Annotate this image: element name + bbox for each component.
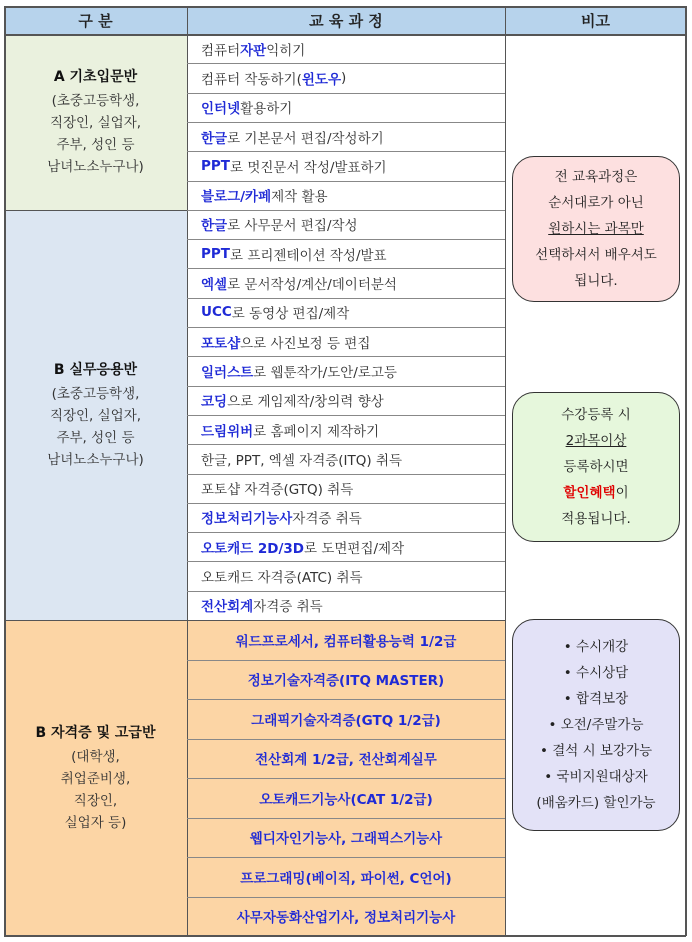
section-title: B 실무응용반 xyxy=(53,362,138,378)
course-keyword: PPT xyxy=(201,245,230,262)
course-keyword: 전산회계 xyxy=(201,599,254,616)
section-sub: 직장인, 실업자, xyxy=(49,408,142,424)
course-text: 로 홈페이지 제작하기 xyxy=(253,423,380,440)
note-discount xyxy=(512,392,680,542)
note-line xyxy=(513,480,679,506)
course-keyword: 코딩 xyxy=(201,394,228,411)
course-text: ) xyxy=(340,69,347,86)
course-row xyxy=(187,327,505,356)
course-text: 자격증 취득 xyxy=(253,599,323,616)
course-text: 로 동영상 편집/제작 xyxy=(231,306,350,323)
note-line xyxy=(513,428,679,454)
section-sub: 남녀노소누구나) xyxy=(47,452,144,468)
course-text: 활용하기 xyxy=(240,101,293,118)
section-sub: 주부, 성인 등 xyxy=(56,137,135,153)
course-row xyxy=(187,122,505,151)
section-sub: (초중고등학생, xyxy=(51,93,140,109)
section-sub: (초중고등학생, xyxy=(51,386,140,402)
section-sub: 주부, 성인 등 xyxy=(56,430,135,446)
course-keyword: 블로그/카페 xyxy=(201,189,272,206)
benefit-item: • 합격보장 xyxy=(563,691,629,707)
course-row xyxy=(187,532,505,561)
course-text: 로 프리젠테이션 작성/발표 xyxy=(230,247,387,264)
note-line: 등록하시면 xyxy=(563,459,629,475)
course-text: 로 기본문서 편집/작성하기 xyxy=(227,130,384,147)
benefit-item: • 결석 시 보강가능 xyxy=(539,743,653,759)
course-text: 자격증 취득 xyxy=(292,511,362,528)
section-a-basic xyxy=(4,34,187,210)
note-line: 선택하셔서 배우셔도 xyxy=(535,247,657,263)
section-sub: 실업자 등) xyxy=(64,815,127,831)
advanced-course-row: 전산회계 1/2급, 전산회계실무 xyxy=(187,739,505,779)
course-text: 포토샵 자격증(GTQ) 취득 xyxy=(201,482,354,499)
course-table xyxy=(4,6,686,936)
note-line xyxy=(513,216,679,242)
section-sub: (대학생, xyxy=(71,749,120,765)
course-row xyxy=(187,591,505,620)
course-text: 로 웹툰작가/도안/로고등 xyxy=(253,364,397,381)
course-text: 으로 게임제작/창의력 향상 xyxy=(227,394,384,411)
benefit-item: (배움카드) 할인가능 xyxy=(536,795,656,811)
header-remarks: 비고 xyxy=(505,6,686,34)
note-flexible-order xyxy=(512,156,680,302)
discount-highlight: 할인혜택 xyxy=(563,485,616,501)
advanced-course-row: 사무자동화산업기사, 정보처리기능사 xyxy=(187,897,505,937)
note-line: 전 교육과정은 xyxy=(554,169,638,185)
course-row xyxy=(187,298,505,327)
advanced-course-row: 웹디자인기능사, 그래픽스기능사 xyxy=(187,818,505,858)
note-line: 적용됩니다. xyxy=(561,511,631,527)
course-keyword: 윈도우 xyxy=(301,71,341,88)
course-row xyxy=(187,415,505,444)
course-row xyxy=(187,239,505,268)
course-text: 한글, PPT, 엑셀 자격증(ITQ) 취득 xyxy=(201,452,403,469)
course-text: 컴퓨터 작동하기( xyxy=(201,71,302,88)
course-keyword: 한글 xyxy=(201,130,228,147)
course-row xyxy=(187,561,505,590)
header-curriculum: 교 육 과 정 xyxy=(187,6,505,34)
section-sub: 취업준비생, xyxy=(60,771,131,787)
course-row xyxy=(187,386,505,415)
advanced-course-row: 오토캐드기능사(CAT 1/2급) xyxy=(187,778,505,818)
course-row xyxy=(187,93,505,122)
course-row xyxy=(187,210,505,239)
course-text: 로 도면편집/제작 xyxy=(304,540,405,557)
benefit-item: • 수시상담 xyxy=(563,665,629,681)
course-keyword: 자판 xyxy=(240,42,267,59)
course-row xyxy=(187,474,505,503)
section-b-practical xyxy=(4,210,187,620)
course-keyword: 오토캐드 2D/3D xyxy=(201,540,304,557)
note-suffix: 이 xyxy=(615,485,629,501)
section-sub: 남녀노소누구나) xyxy=(47,159,144,175)
course-text: 오토캐드 자격증(ATC) 취득 xyxy=(201,570,363,587)
course-text: 로 문서작성/계산/데이터분석 xyxy=(227,277,397,294)
course-row xyxy=(187,444,505,473)
benefit-item: • 국비지원대상자 xyxy=(544,769,648,785)
section-sub: 직장인, 실업자, xyxy=(49,115,142,131)
course-keyword: 드림위버 xyxy=(201,423,254,440)
course-keyword: 포토샵 xyxy=(201,335,241,352)
course-keyword: 일러스트 xyxy=(201,364,254,381)
course-keyword: 엑셀 xyxy=(201,277,228,294)
course-row xyxy=(187,151,505,180)
note-line: 순서대로가 아닌 xyxy=(548,195,644,211)
header-category: 구 분 xyxy=(4,6,187,34)
course-row xyxy=(187,268,505,297)
course-text: 컴퓨터 xyxy=(201,42,241,59)
note-underline: 원하시는 과목만 xyxy=(548,221,644,237)
note-line: 됩니다. xyxy=(574,273,618,289)
course-keyword: 인터넷 xyxy=(201,101,241,118)
section-c-advanced xyxy=(4,620,187,936)
course-row xyxy=(187,181,505,210)
advanced-course-row: 정보기술자격증(ITQ MASTER) xyxy=(187,660,505,700)
course-row xyxy=(187,63,505,92)
advanced-course-row: 그래픽기술자격증(GTQ 1/2급) xyxy=(187,699,505,739)
course-row xyxy=(187,34,505,63)
course-row xyxy=(187,356,505,385)
note-underline: 2과목이상 xyxy=(565,433,627,449)
course-text: 으로 사진보정 등 편집 xyxy=(240,335,371,352)
note-line: 수강등록 시 xyxy=(561,407,631,423)
course-text: 제작 활용 xyxy=(271,189,328,206)
advanced-course-row: 프로그래밍(베이직, 파이썬, C언어) xyxy=(187,857,505,897)
section-sub: 직장인, xyxy=(73,793,118,809)
course-keyword: PPT xyxy=(201,157,230,174)
course-text: 로 멋진문서 작성/발표하기 xyxy=(230,159,387,176)
course-row xyxy=(187,503,505,532)
course-keyword: UCC xyxy=(201,304,232,321)
course-text: 로 사무문서 편집/작성 xyxy=(227,218,358,235)
course-text: 익히기 xyxy=(266,42,306,59)
section-title: B 자격증 및 고급반 xyxy=(35,725,156,741)
benefit-item: • 오전/주말가능 xyxy=(548,717,644,733)
note-benefits xyxy=(512,619,680,831)
course-keyword: 한글 xyxy=(201,218,228,235)
benefit-item: • 수시개강 xyxy=(563,639,629,655)
section-title: A 기초입문반 xyxy=(53,69,138,85)
advanced-course-row: 워드프로세서, 컴퓨터활용능력 1/2급 xyxy=(187,620,505,660)
course-keyword: 정보처리기능사 xyxy=(201,511,293,528)
